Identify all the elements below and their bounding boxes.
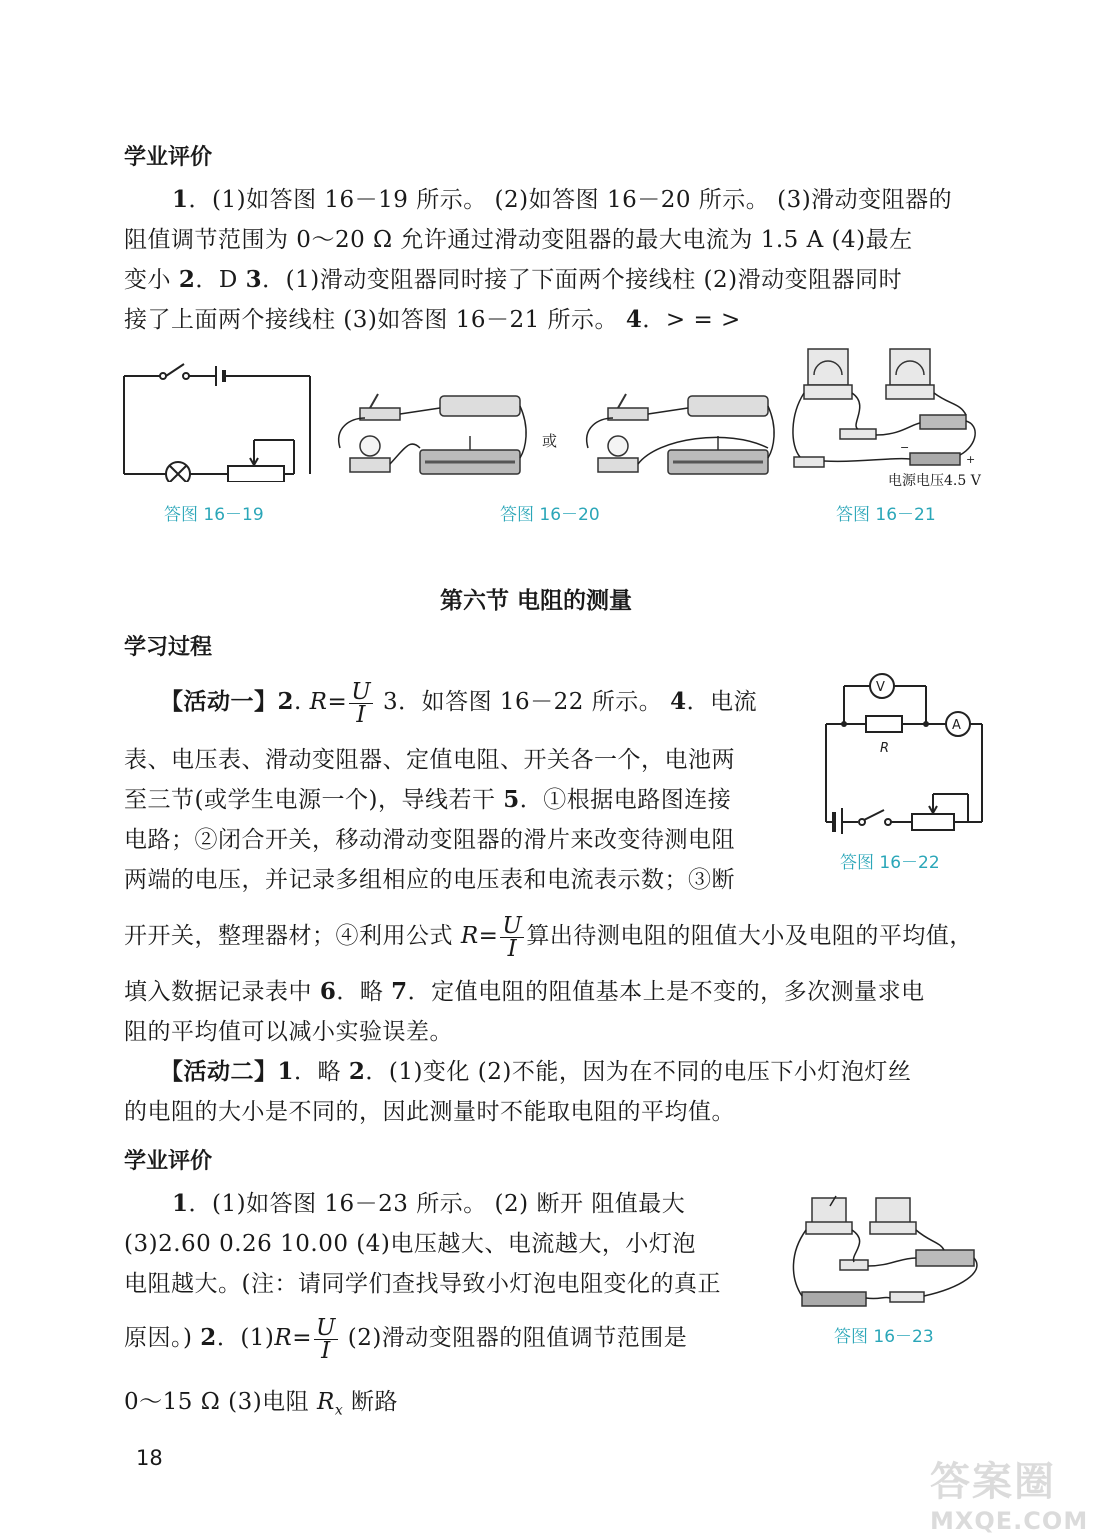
evaluation-line-2: (3)2.60 0.26 10.00 (4)电压越大、电流越大，小灯泡 [124,1231,696,1257]
answer-text: 至三节(或学生电源一个)，导线若干 [124,787,504,813]
answer-text: 原因。) [124,1325,201,1351]
formula-r: R [309,689,328,715]
formula-denominator: I [321,1337,331,1364]
answer-text: ．(1)如答图 16－23 所示。 (2) 断开 阻值最大 [188,1191,686,1217]
answer-text: ．D [195,267,246,293]
answer-text: 变小 [124,267,179,293]
or-label: 或 [542,432,558,450]
formula-eq: = [292,1325,313,1351]
answer-text: 算出待测电阻的阻值大小及电阻的平均值， [526,923,973,949]
answer-text: ．定值电阻的阻值基本上是不变的，多次测量求电 [407,979,925,1005]
question-number: 2 [200,1324,217,1351]
question-number: 6 [319,978,337,1005]
formula-numerator: U [351,678,372,705]
formula-eq: = [478,923,499,949]
figure-16-19-circuit [118,362,318,482]
question-number: 2 [277,688,295,715]
section-title: 第六节 电阻的测量 [440,588,633,614]
evaluation-line-5 [124,1386,398,1427]
question-number: 1 [277,1058,295,1085]
answer-text: ．(1)滑动变阻器同时接了下面两个接线柱 (2)滑动变阻器同时 [262,267,903,293]
figure-16-23-apparatus [790,1192,990,1310]
answer-text: (2)滑动变阻器的阻值调节范围是 [339,1325,688,1351]
question-number: 4 [625,306,643,333]
activity-1-line-1 [160,676,757,728]
answer-line-2: 阻值调节范围为 0～20 Ω 允许通过滑动变阻器的最大电流为 1.5 A (4)最左 [124,227,913,253]
caption-fig-16-21: 答图 16－21 [836,505,936,525]
answer-text: ．略 [336,979,392,1005]
answer-text: 断路 [343,1389,399,1415]
answer-text: 接了上面两个接线柱 (3)如答图 16－21 所示。 [124,307,626,333]
answer-text: ．> = > [642,307,741,333]
section-heading-learning-process: 学习过程 [124,635,213,660]
caption-fig-16-19: 答图 16－19 [164,505,264,525]
caption-fig-16-23: 答图 16－23 [834,1327,934,1347]
formula-r: R [460,923,479,949]
period: . [294,689,310,715]
evaluation-line-4 [124,1312,687,1364]
answer-text: ．(1)如答图 16－19 所示。 (2)如答图 16－20 所示。 (3)滑动变阻器的 [188,187,953,213]
figure-16-20-apparatus-right [578,388,778,488]
resistor-label: R [880,741,890,756]
answer-text: ．电流 [686,689,758,715]
formula-fraction [500,912,524,962]
activity-1-line-5: 两端的电压，并记录多组相应的电压表和电流表示数；③断 [124,867,735,893]
figure-16-21-apparatus [790,345,990,475]
answer-line-3 [124,264,902,296]
figure-16-20-apparatus-left [330,388,530,488]
formula-numerator: U [316,1314,336,1341]
caption-fig-16-20: 答图 16－20 [500,505,600,525]
question-number: 2 [348,1058,366,1085]
activity-1-line-6 [124,910,973,962]
ammeter-label: A [952,718,961,733]
formula-fraction [314,1314,338,1364]
activity-1-tag: 【活动一】 [160,688,278,715]
page-number: 18 [136,1446,163,1470]
formula-eq: = [327,689,348,715]
answer-text: ．(1)变化 (2)不能，因为在不同的电压下小灯泡灯丝 [365,1059,912,1085]
formula-fraction [349,678,373,728]
evaluation-line-1 [172,1188,685,1220]
answer-text: ．略 [294,1059,349,1085]
section-heading-evaluation-1: 学业评价 [124,145,213,170]
question-number: 4 [670,688,687,715]
formula-r: R [274,1325,293,1351]
voltmeter-label: V [876,680,885,695]
watermark-bottom: MXQE.COM [930,1507,1089,1535]
answer-text: 开开关，整理器材；④利用公式 [124,923,461,949]
svg-text:+: + [966,453,976,466]
activity-2-line-1 [160,1056,911,1088]
question-number: 3 [245,266,263,293]
section-heading-evaluation-2: 学业评价 [124,1149,213,1174]
question-number: 2 [178,266,196,293]
question-number: 7 [391,978,408,1005]
activity-1-line-3 [124,784,731,816]
answer-line-1 [172,184,952,216]
figure-16-22-circuit [818,672,994,834]
resistor-subscript: x [334,1402,344,1419]
caption-fig-16-22: 答图 16－22 [840,853,940,873]
formula-denominator: I [507,935,518,962]
answer-text: 填入数据记录表中 [124,979,320,1005]
answer-text: 3．如答图 16－22 所示。 [375,689,671,715]
formula-numerator: U [502,912,523,939]
answer-text: ．(1) [216,1325,275,1351]
svg-text:−: − [900,441,910,454]
answer-line-4 [124,304,741,336]
question-number: 1 [172,1190,189,1217]
activity-1-line-8: 阻的平均值可以减小实验误差。 [124,1019,453,1045]
supply-voltage-label: 电源电压4.5 V [888,473,981,489]
resistor-symbol: R [316,1389,335,1415]
formula-denominator: I [356,701,366,728]
watermark-logo [930,1450,1090,1535]
activity-1-line-2: 表、电压表、滑动变阻器、定值电阻、开关各一个，电池两 [124,747,735,773]
answer-text: 0～15 Ω (3)电阻 [124,1389,317,1415]
activity-1-line-4: 电路；②闭合开关，移动滑动变阻器的滑片来改变待测电阻 [124,827,735,853]
answer-text: ．①根据电路图连接 [519,787,732,813]
activity-2-tag: 【活动二】 [160,1058,278,1085]
activity-2-line-2: 的电阻的大小是不同的，因此测量时不能取电阻的平均值。 [124,1099,735,1125]
question-number: 1 [172,186,189,213]
watermark-top: 答案圈 [930,1459,1056,1505]
activity-1-line-7 [124,976,925,1008]
question-number: 5 [503,786,520,813]
evaluation-line-3: 电阻越大。(注：请同学们查找导致小灯泡电阻变化的真正 [124,1271,721,1297]
